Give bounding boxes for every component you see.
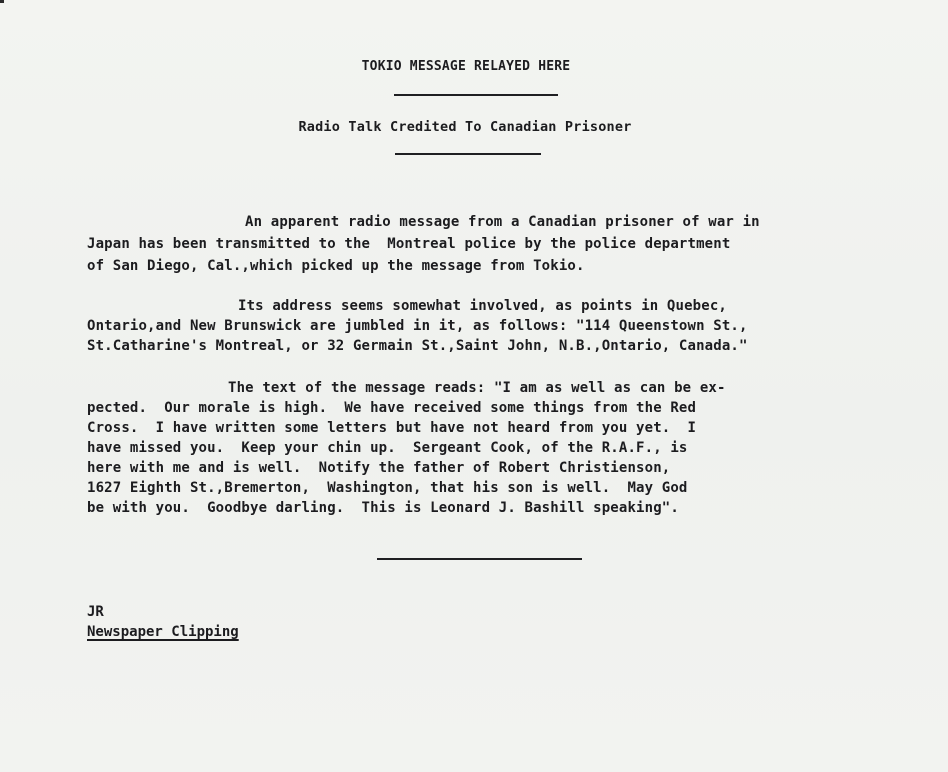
source-label: Newspaper Clipping (87, 624, 239, 640)
headline-rule (394, 94, 558, 96)
paragraph-1-line-2: Japan has been transmitted to the Montreal police by the police department (87, 236, 731, 252)
paragraph-3-line-5: here with me and is well. Notify the father of Robert Christienson, (87, 460, 671, 476)
headline: TOKIO MESSAGE RELAYED HERE (361, 59, 571, 74)
edge-mark (0, 0, 4, 3)
subheadline: Radio Talk Credited To Canadian Prisoner (298, 119, 632, 135)
closing-rule (377, 558, 582, 560)
paragraph-3-line-3: Cross. I have written some letters but have not heard from you yet. I (87, 420, 697, 436)
paragraph-2-line-2: Ontario,and New Brunswick are jumbled in it, as follows: "114 Queenstown St., (87, 318, 748, 334)
paragraph-1-line-3: of San Diego, Cal.,which picked up the message from Tokio. (87, 258, 585, 274)
paragraph-3-line-1: The text of the message reads: "I am as well as can be ex- (228, 380, 726, 396)
subheadline-rule (395, 153, 541, 155)
paragraph-3-line-6: 1627 Eighth St.,Bremerton, Washington, that his son is well. May God (87, 480, 688, 496)
initials: JR (87, 604, 104, 620)
paragraph-2-line-1: Its address seems somewhat involved, as points in Quebec, (238, 298, 727, 314)
paragraph-2-line-3: St.Catharine's Montreal, or 32 Germain St.,Saint John, N.B.,Ontario, Canada." (87, 338, 748, 354)
paragraph-3-line-4: have missed you. Keep your chin up. Sergeant Cook, of the R.A.F., is (87, 440, 688, 456)
paragraph-1-line-1: An apparent radio message from a Canadian prisoner of war in (245, 214, 760, 230)
paragraph-3-line-2: pected. Our morale is high. We have received some things from the Red (87, 400, 697, 416)
paragraph-3-line-7: be with you. Goodbye darling. This is Leonard J. Bashill speaking". (87, 500, 679, 516)
